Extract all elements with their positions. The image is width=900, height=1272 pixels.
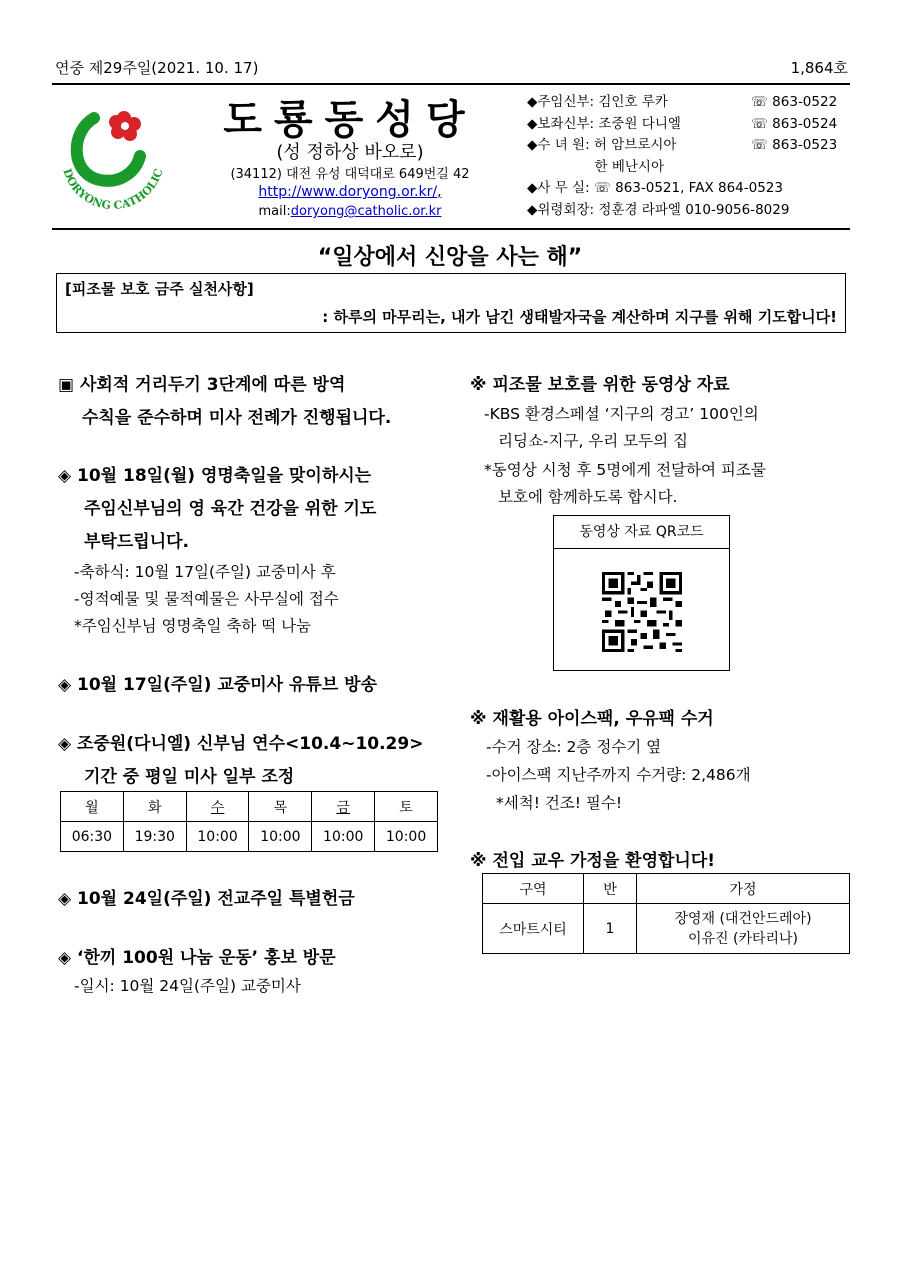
contact-phone: ☏ 863-0523 — [751, 137, 838, 153]
contact-phone: ☏ 863-0522 — [751, 94, 838, 110]
header-rule-bottom — [52, 228, 850, 230]
header-rule-top — [52, 83, 850, 85]
svg-text:DORYONG CATHOLIC — [60, 167, 165, 212]
contact-label: ◆주임신부: 김인호 루카 — [527, 94, 668, 110]
contact-row — [527, 114, 852, 136]
qr-caption: 동영상 자료 QR코드 — [554, 516, 729, 549]
notice-box — [56, 273, 846, 333]
families-header: 구역 — [483, 874, 584, 904]
meal-campaign-date: -일시: 10월 24일(주일) 교중미사 — [74, 977, 301, 995]
schedule-day: 월 — [61, 792, 124, 822]
contact-row — [527, 178, 852, 200]
feast-bullet: -축하식: 10월 17일(주일) 교중미사 후 — [74, 563, 336, 581]
website-link[interactable] — [190, 184, 510, 200]
new-families-table — [482, 873, 850, 954]
contact-label: ◆수 녀 원: 허 암브로시아 — [527, 137, 677, 153]
schedule-day: 화 — [123, 792, 186, 822]
contact-label: ◆보좌신부: 조중원 다니엘 — [527, 115, 681, 132]
schedule-day: 수 — [186, 792, 249, 822]
schedule-day: 토 — [375, 792, 438, 822]
recycle-bullet: *세척! 건조! 필수! — [496, 794, 623, 812]
recycle-bullet: -아이스팩 지난주까지 수거량: 2,486개 — [486, 766, 751, 784]
contact-row — [527, 92, 852, 114]
notice-text: : 하루의 마무리는, 내가 남긴 생태발자국을 계산하며 지구를 위해 기도합니다! — [322, 308, 837, 326]
contact-row — [527, 135, 852, 157]
section-training-line1: ◈ 조중원(다니엘) 신부님 연수<10.4~10.29> — [58, 734, 424, 754]
section-feast-line1: ◈ 10월 18일(월) 영명축일을 맞이하시는 — [58, 466, 372, 486]
schedule-time: 10:00 — [375, 822, 438, 852]
contact-label: ◆사 무 실: ☏ 863-0521, FAX 864-0523 — [527, 180, 783, 196]
video-bullet: 보호에 함께하도록 합시다. — [498, 488, 678, 506]
church-logo-icon — [54, 96, 172, 214]
families-header-row — [483, 874, 850, 904]
section-distancing-line2: 수칙을 준수하며 미사 전례가 진행됩니다. — [82, 408, 392, 428]
schedule-day: 금 — [312, 792, 375, 822]
email-prefix: mail: — [258, 204, 291, 219]
schedule-times-row — [61, 822, 438, 852]
schedule-day: 목 — [249, 792, 312, 822]
url-suffix: , — [437, 184, 442, 200]
video-bullet: 리딩쇼-지구, 우리 모두의 집 — [498, 432, 689, 450]
contact-row — [527, 157, 852, 179]
qr-code-box — [553, 515, 730, 671]
section-feast-line3: 부탁드립니다. — [84, 532, 189, 552]
families-header: 반 — [584, 874, 637, 904]
email-line — [190, 204, 510, 219]
schedule-time: 10:00 — [312, 822, 375, 852]
section-meal-campaign: ◈ ‘한끼 100원 나눔 운동’ 홍보 방문 — [58, 948, 336, 968]
section-recycle: ※ 재활용 아이스팩, 우유팩 수거 — [470, 709, 714, 729]
contact-list — [527, 92, 852, 221]
date-line: 연중 제29주일(2021. 10. 17) — [55, 59, 259, 77]
schedule-time: 10:00 — [186, 822, 249, 852]
family-name: 장영재 (대건안드레아) — [674, 910, 812, 927]
feast-bullet: -영적예물 및 물적예물은 사무실에 접수 — [74, 590, 339, 608]
church-name: 도룡동성당 — [223, 97, 477, 143]
contact-label: ◆위령회장: 정훈경 라파엘 010-9056-8029 — [527, 201, 790, 218]
address: (34112) 대전 유성 대덕대로 649번길 42 — [230, 167, 470, 182]
section-distancing-line1: ▣ 사회적 거리두기 3단계에 따른 방역 — [58, 375, 346, 395]
video-bullet: *동영상 시청 후 5명에게 전달하여 피조물 — [484, 461, 766, 479]
website-url[interactable]: http://www.doryong.or.kr/ — [258, 184, 438, 200]
families-header: 가정 — [637, 874, 850, 904]
family-zone: 스마트시티 — [483, 904, 584, 954]
schedule-time: 19:30 — [123, 822, 186, 852]
section-new-families: ※ 전입 교우 가정을 환영합니다! — [470, 851, 716, 871]
contact-row — [527, 200, 852, 222]
email-link[interactable]: doryong@catholic.or.kr — [290, 204, 442, 219]
feast-bullet: *주임신부님 영명축일 축하 떡 나눔 — [74, 617, 312, 635]
section-mission-offering: ◈ 10월 24일(주일) 전교주일 특별헌금 — [58, 889, 355, 909]
section-feast-line2: 주임신부님의 영 육간 건강을 위한 기도 — [84, 499, 377, 519]
family-names — [637, 904, 850, 954]
family-ban: 1 — [584, 904, 637, 954]
section-video: ※ 피조물 보호를 위한 동영상 자료 — [470, 375, 730, 395]
video-bullet: -KBS 환경스페셜 ‘지구의 경고’ 100인의 — [484, 405, 759, 423]
schedule-time: 10:00 — [249, 822, 312, 852]
schedule-days-row — [61, 792, 438, 822]
contact-phone: ☏ 863-0524 — [751, 115, 838, 132]
family-name: 이유진 (카타리나) — [687, 930, 799, 947]
section-training-line2: 기간 중 평일 미사 일부 조정 — [84, 767, 295, 787]
issue-number: 1,864호 — [790, 59, 848, 77]
section-youtube: ◈ 10월 17일(주일) 교중미사 유튜브 방송 — [58, 675, 378, 695]
patron-saint: (성 정하상 바오로) — [276, 142, 424, 163]
notice-title: [피조물 보호 금주 실천사항] — [65, 280, 254, 298]
year-motto: “일상에서 신앙을 사는 해” — [317, 245, 583, 270]
mass-schedule-table — [60, 791, 438, 852]
qr-code-icon[interactable] — [602, 572, 682, 652]
families-row — [483, 904, 850, 954]
contact-label: 한 베난시아 — [527, 158, 664, 175]
logo-text: DORYONG CATHOLIC — [60, 166, 166, 213]
recycle-bullet: -수거 장소: 2층 정수기 옆 — [486, 738, 662, 756]
schedule-time: 06:30 — [61, 822, 124, 852]
